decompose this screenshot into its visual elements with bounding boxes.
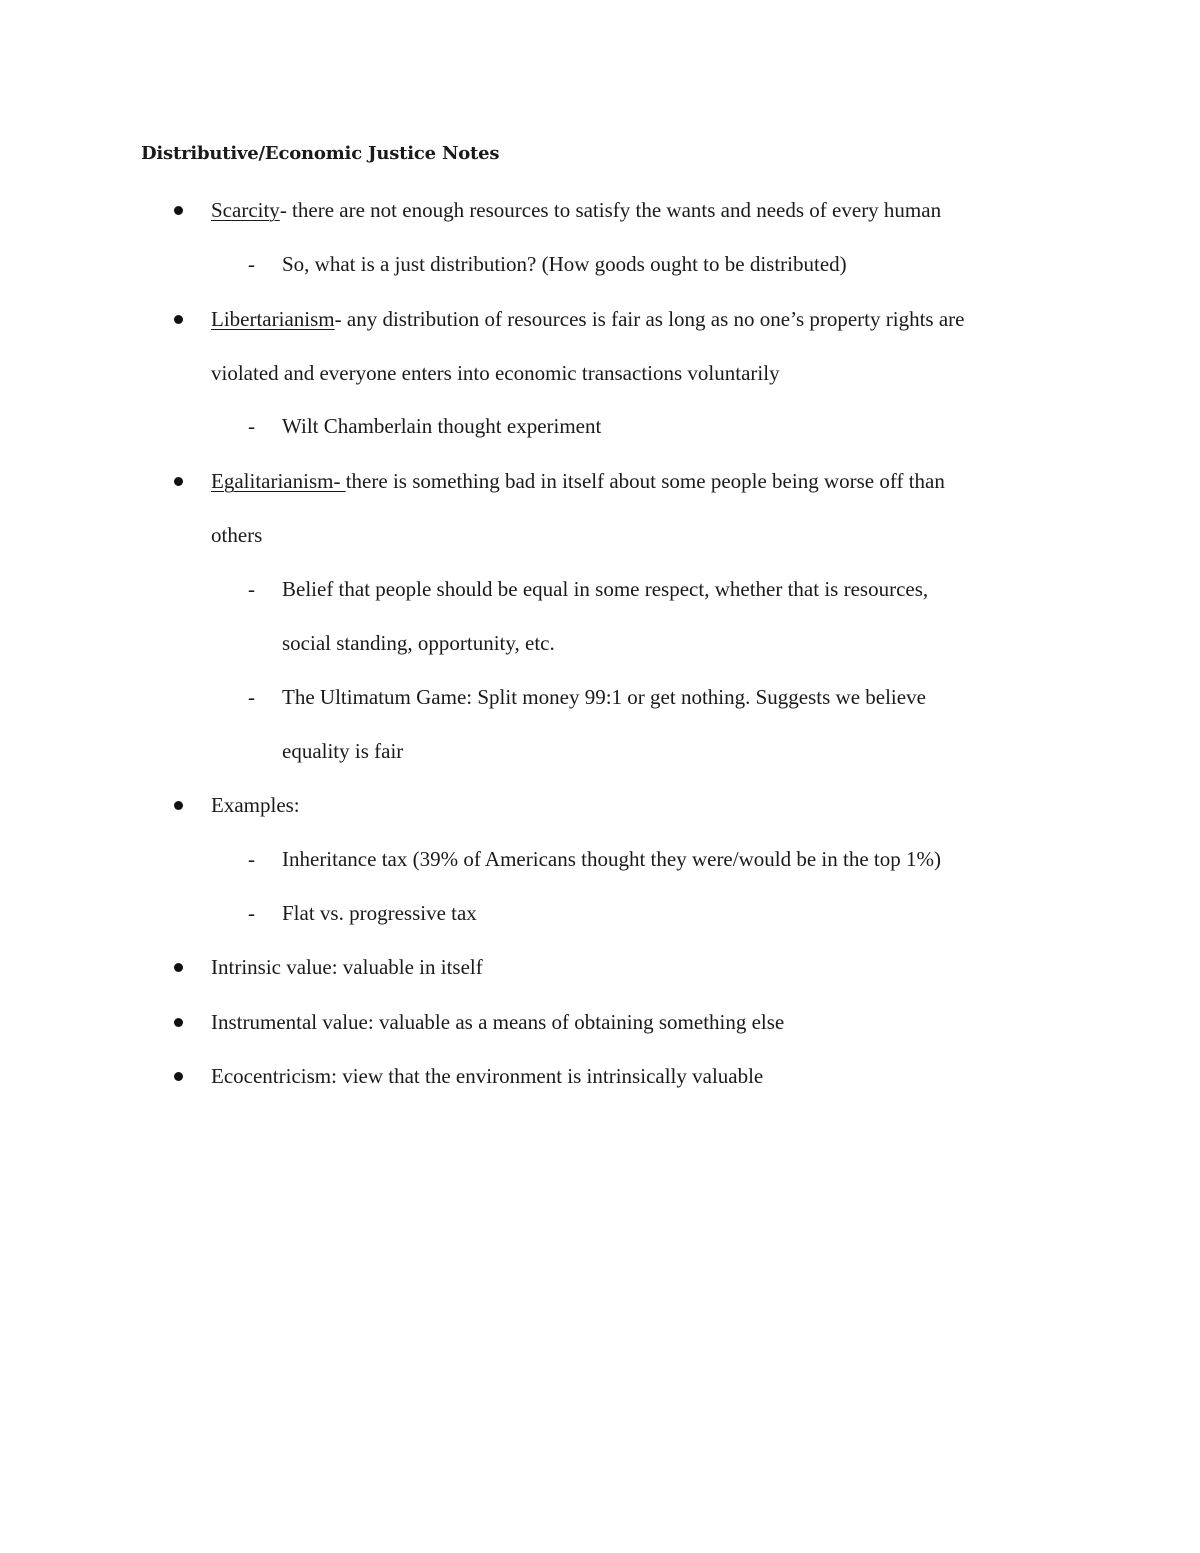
term-egalitarianism: Egalitarianism- [211, 469, 346, 493]
definition-egalitarianism: there is something bad in itself about some people being worse off than [345, 469, 945, 493]
subitem-equal-belief: Belief that people should be equal in some respect, whether that is resources, [282, 577, 929, 601]
dash-marker: - [248, 252, 255, 276]
term-libertarianism: Libertarianism [211, 307, 335, 331]
bullet-examples: Examples: [211, 793, 300, 817]
bullet-icon [174, 477, 183, 486]
subitem-ultimatum-game-cont: equality is fair [282, 739, 404, 763]
document-title: Distributive/Economic Justice Notes [141, 143, 500, 164]
dash-marker: - [248, 414, 255, 438]
subitem-just-distribution: So, what is a just distribution? (How goods ought to be distributed) [282, 252, 847, 276]
bullet-ecocentricism: Ecocentricism: view that the environment is intrinsically valuable [211, 1064, 764, 1088]
bullet-egalitarianism [211, 468, 945, 494]
bullet-libertarianism [211, 306, 964, 332]
bullet-scarcity [211, 197, 941, 223]
bullet-intrinsic-value: Intrinsic value: valuable in itself [211, 955, 483, 979]
bullet-icon [174, 801, 183, 810]
egalitarianism-continuation: others [211, 523, 263, 547]
dash-marker: - [248, 847, 255, 871]
libertarianism-continuation: violated and everyone enters into economic transactions voluntarily [211, 361, 780, 385]
subitem-equal-belief-cont: social standing, opportunity, etc. [282, 631, 555, 655]
bullet-icon [174, 1072, 183, 1081]
subitem-inheritance-tax: Inheritance tax (39% of Americans thought they were/would be in the top 1%) [282, 847, 941, 871]
bullet-icon [174, 963, 183, 972]
term-scarcity: Scarcity [211, 198, 280, 222]
bullet-instrumental-value: Instrumental value: valuable as a means of obtaining something else [211, 1010, 785, 1034]
dash-marker: - [248, 685, 255, 709]
dash-marker: - [248, 577, 255, 601]
definition-libertarianism: - any distribution of resources is fair as long as no one’s property rights are [334, 307, 965, 331]
subitem-ultimatum-game: The Ultimatum Game: Split money 99:1 or get nothing. Suggests we believe [282, 685, 926, 709]
dash-marker: - [248, 901, 255, 925]
subitem-wilt-chamberlain: Wilt Chamberlain thought experiment [282, 414, 602, 438]
bullet-icon [174, 1018, 183, 1027]
bullet-icon [174, 206, 183, 215]
definition-scarcity: - there are not enough resources to satisfy the wants and needs of every human [279, 198, 942, 222]
bullet-icon [174, 315, 183, 324]
subitem-flat-progressive-tax: Flat vs. progressive tax [282, 901, 477, 925]
